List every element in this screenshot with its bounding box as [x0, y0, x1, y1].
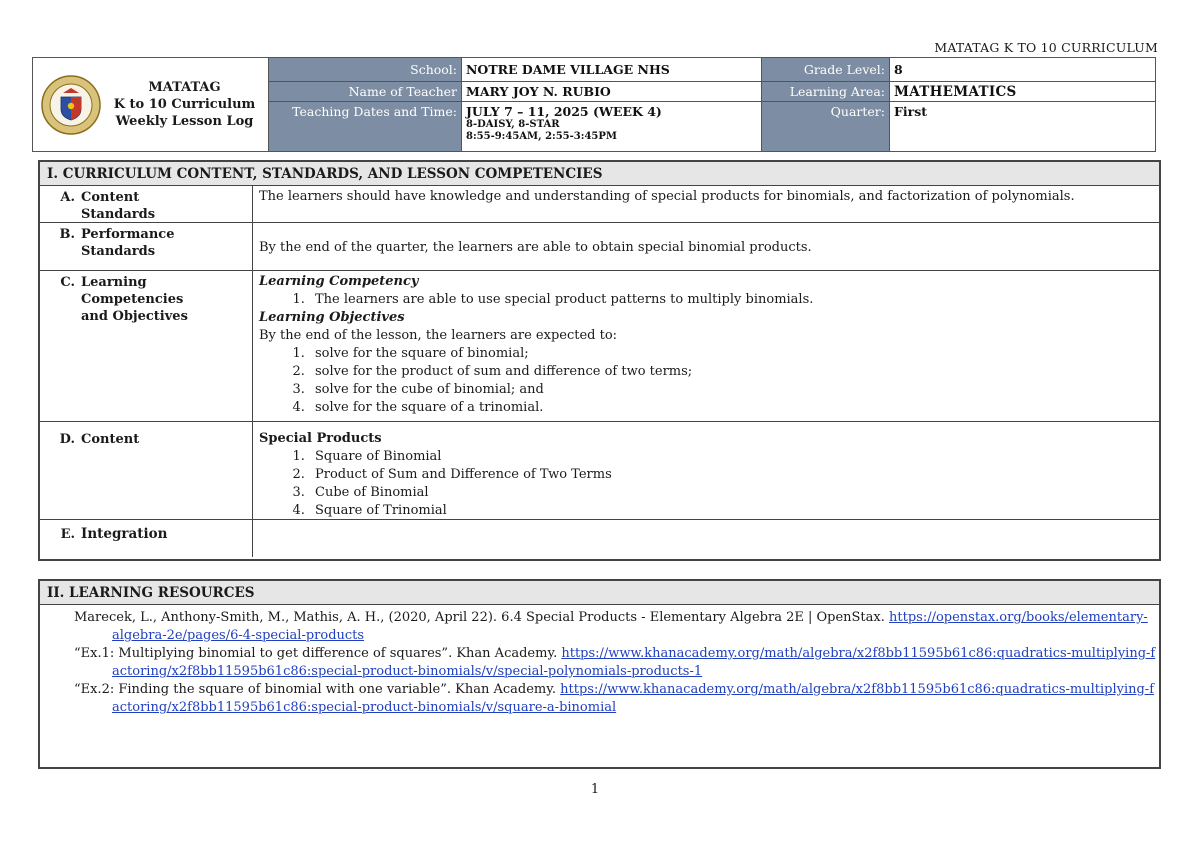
list-item: 1. Square of Binomial — [309, 448, 1153, 466]
reference-link[interactable]: https://www.khanacademy.org/math/algebra/x2f8bb11595b61c86:quadratics-multiplying-factoring/x2f8bb11595b61c86:special-product-binomials/v/square-a-binomial — [112, 682, 1155, 715]
header-table — [32, 57, 1156, 152]
time-value: 8:55-9:45AM, 2:55-3:45PM — [466, 131, 617, 143]
title-curriculum: K to 10 Curriculum — [113, 97, 256, 112]
performance-standards-label — [40, 223, 253, 270]
row-label: Content — [81, 432, 140, 447]
curriculum-label: MATATAG K TO 10 CURRICULUM — [934, 40, 1158, 55]
content-row — [40, 422, 1159, 520]
content-list — [259, 448, 1153, 520]
logo-cell — [33, 58, 269, 152]
integration-content — [253, 520, 1159, 557]
objectives-title: Learning Objectives — [259, 310, 405, 325]
reference-item — [74, 609, 1159, 645]
row-label: Standards — [81, 244, 156, 259]
title-lesson-log: Weekly Lesson Log — [115, 114, 254, 129]
grade-value: 8 — [890, 58, 1156, 82]
teacher-value: MARY JOY N. RUBIO — [462, 82, 762, 102]
area-label: Learning Area: — [762, 82, 890, 102]
teacher-label: Name of Teacher — [269, 82, 462, 102]
list-item: 4. Square of Trinomial — [309, 502, 1153, 520]
references-list — [40, 605, 1159, 717]
row-letter: D. — [59, 432, 75, 447]
resources-section — [38, 579, 1161, 769]
competencies-content — [253, 271, 1159, 421]
row-label: Standards — [81, 207, 156, 222]
content-label — [40, 422, 253, 519]
row-label: Performance — [81, 227, 175, 242]
competencies-row — [40, 271, 1159, 422]
sections-value: 8-DAISY, 8-STAR — [466, 119, 560, 131]
row-letter: E. — [60, 527, 75, 542]
row-letter: A. — [60, 190, 75, 205]
reference-link[interactable]: https://openstax.org/books/elementary-algebra-2e/pages/6-4-special-products — [112, 610, 1148, 643]
dates-cell — [462, 102, 762, 152]
row-letter: B. — [59, 227, 75, 242]
row-label: Learning — [81, 275, 147, 290]
reference-text: Marecek, L., Anthony-Smith, M., Mathis, A. H., (2020, April 22). 6.4 Special Products - Elementary Algebra 2E | OpenStax. — [74, 610, 890, 625]
list-item: 4. solve for the square of a trinomial. — [309, 399, 1153, 417]
reference-text: “Ex.1: Multiplying binomial to get difference of squares”. Khan Academy. — [74, 646, 562, 661]
integration-label — [40, 520, 253, 557]
title-matatag: MATATAG — [148, 80, 221, 95]
reference-text: “Ex.2: Finding the square of binomial with one variable”. Khan Academy. — [74, 682, 561, 697]
quarter-value: First — [890, 102, 1156, 152]
list-item: 3. solve for the cube of binomial; and — [309, 381, 1153, 399]
area-value: MATHEMATICS — [890, 82, 1156, 102]
school-value: NOTRE DAME VILLAGE NHS — [462, 58, 762, 82]
reference-item — [74, 681, 1159, 717]
row-label: and Objectives — [81, 309, 188, 324]
dates-value: JULY 7 – 11, 2025 (WEEK 4) — [466, 104, 662, 120]
deped-seal-icon — [41, 75, 101, 135]
row-label: Content — [81, 190, 140, 205]
curriculum-section — [38, 160, 1161, 561]
row-letter: C. — [60, 275, 75, 290]
integration-row — [40, 520, 1159, 557]
performance-standards-row — [40, 223, 1159, 271]
content-standards-row — [40, 186, 1159, 223]
content-standards-text: The learners should have knowledge and understanding of special products for binomials, and factorization of polynomials. — [259, 189, 1075, 204]
list-item: 2. solve for the product of sum and difference of two terms; — [309, 363, 1153, 381]
row-label: Integration — [81, 526, 168, 542]
list-item: 2. Product of Sum and Difference of Two Terms — [309, 466, 1153, 484]
page-number: 1 — [590, 782, 600, 797]
reference-item — [74, 645, 1159, 681]
competencies-label — [40, 271, 253, 421]
list-item: 1. The learners are able to use special product patterns to multiply binomials. — [309, 291, 1153, 309]
objectives-list — [259, 345, 1153, 417]
quarter-label: Quarter: — [762, 102, 890, 152]
row-label: Competencies — [81, 292, 184, 307]
competency-list — [259, 291, 1153, 309]
grade-label: Grade Level: — [762, 58, 890, 82]
list-item: 1. solve for the square of binomial; — [309, 345, 1153, 363]
content-standards-label — [40, 186, 253, 222]
section2-heading: II. LEARNING RESOURCES — [40, 581, 1159, 605]
school-label: School: — [269, 58, 462, 82]
objectives-intro: By the end of the lesson, the learners are expected to: — [259, 328, 618, 343]
content-text — [253, 422, 1159, 519]
content-title: Special Products — [259, 431, 382, 446]
list-item: 3. Cube of Binomial — [309, 484, 1153, 502]
competency-title: Learning Competency — [259, 274, 419, 289]
dates-label: Teaching Dates and Time: — [269, 102, 462, 152]
section1-heading: I. CURRICULUM CONTENT, STANDARDS, AND LESSON COMPETENCIES — [40, 162, 1159, 186]
reference-link[interactable]: https://www.khanacademy.org/math/algebra/x2f8bb11595b61c86:quadratics-multiplying-factoring/x2f8bb11595b61c86:special-product-binomials/v/special-polynomials-products-1 — [112, 646, 1156, 679]
performance-standards-text: By the end of the quarter, the learners are able to obtain special binomial products. — [259, 240, 812, 255]
